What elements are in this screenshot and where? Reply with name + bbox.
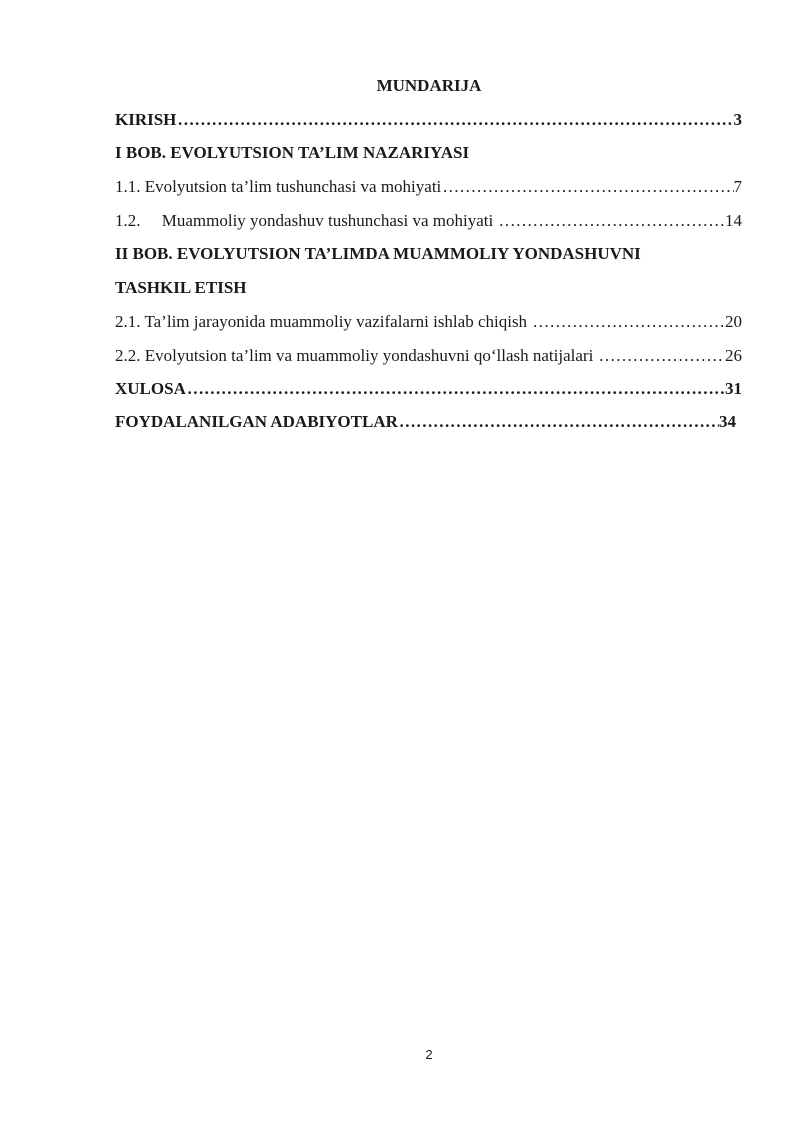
toc-leader-dots [398, 410, 719, 434]
toc-entry-label: KIRISH [115, 110, 177, 129]
toc-leader-dots [186, 377, 725, 401]
toc-entry-page: 31 [725, 379, 742, 398]
toc-entry-label: 1.1. Evolyutsion ta’lim tushunchasi va mohiyati [115, 177, 442, 196]
toc-chapter-2-heading-line1[interactable]: II BOB. EVOLYUTSION TA’LIMDA MUAMMOLIY YONDASHUVNI [115, 244, 641, 263]
toc-entry-2-2[interactable] [115, 344, 742, 368]
toc-entry-label: XULOSA [115, 379, 186, 398]
toc-entry-1-1[interactable] [115, 175, 742, 199]
toc-entry-page: 20 [725, 312, 742, 331]
toc-entry-foydalanilgan-adabiyotlar[interactable] [115, 410, 736, 434]
table-of-contents [115, 108, 742, 434]
toc-leader-dots [176, 108, 733, 132]
toc-entry-page: 34 [719, 412, 736, 431]
toc-entry-xulosa[interactable] [115, 377, 742, 401]
toc-entry-label: 2.1. Ta’lim jarayonida muammoliy vazifalarni ishlab chiqish [115, 312, 532, 331]
toc-leader-dots [497, 209, 725, 233]
toc-entry-label: 1.2. Muammoliy yondashuv tushunchasi va mohiyati [115, 211, 498, 230]
toc-entry-page: 7 [733, 177, 742, 196]
toc-chapter-1-heading[interactable]: I BOB. EVOLYUTSION TA’LIM NAZARIYASI [115, 143, 470, 162]
toc-entry-1-2[interactable] [115, 209, 742, 233]
toc-entry-page: 3 [733, 110, 742, 129]
page-title: MUNDARIJA [376, 76, 482, 95]
toc-entry-2-1[interactable] [115, 310, 742, 334]
toc-entry-label: 2.2. Evolyutsion ta’lim va muammoliy yondashuvni qo‘llash natijalari [115, 346, 598, 365]
toc-leader-dots [441, 175, 733, 199]
toc-leader-dots [531, 310, 725, 334]
toc-chapter-2-heading-line2[interactable]: TASHKIL ETISH [115, 278, 247, 297]
toc-entry-page: 26 [725, 346, 742, 365]
toc-entry-label: FOYDALANILGAN ADABIYOTLAR [115, 412, 398, 431]
toc-entry-page: 14 [725, 211, 742, 230]
page-number: 2 [425, 1047, 433, 1062]
toc-entry-kirish[interactable] [115, 108, 742, 132]
toc-leader-dots [598, 344, 725, 368]
